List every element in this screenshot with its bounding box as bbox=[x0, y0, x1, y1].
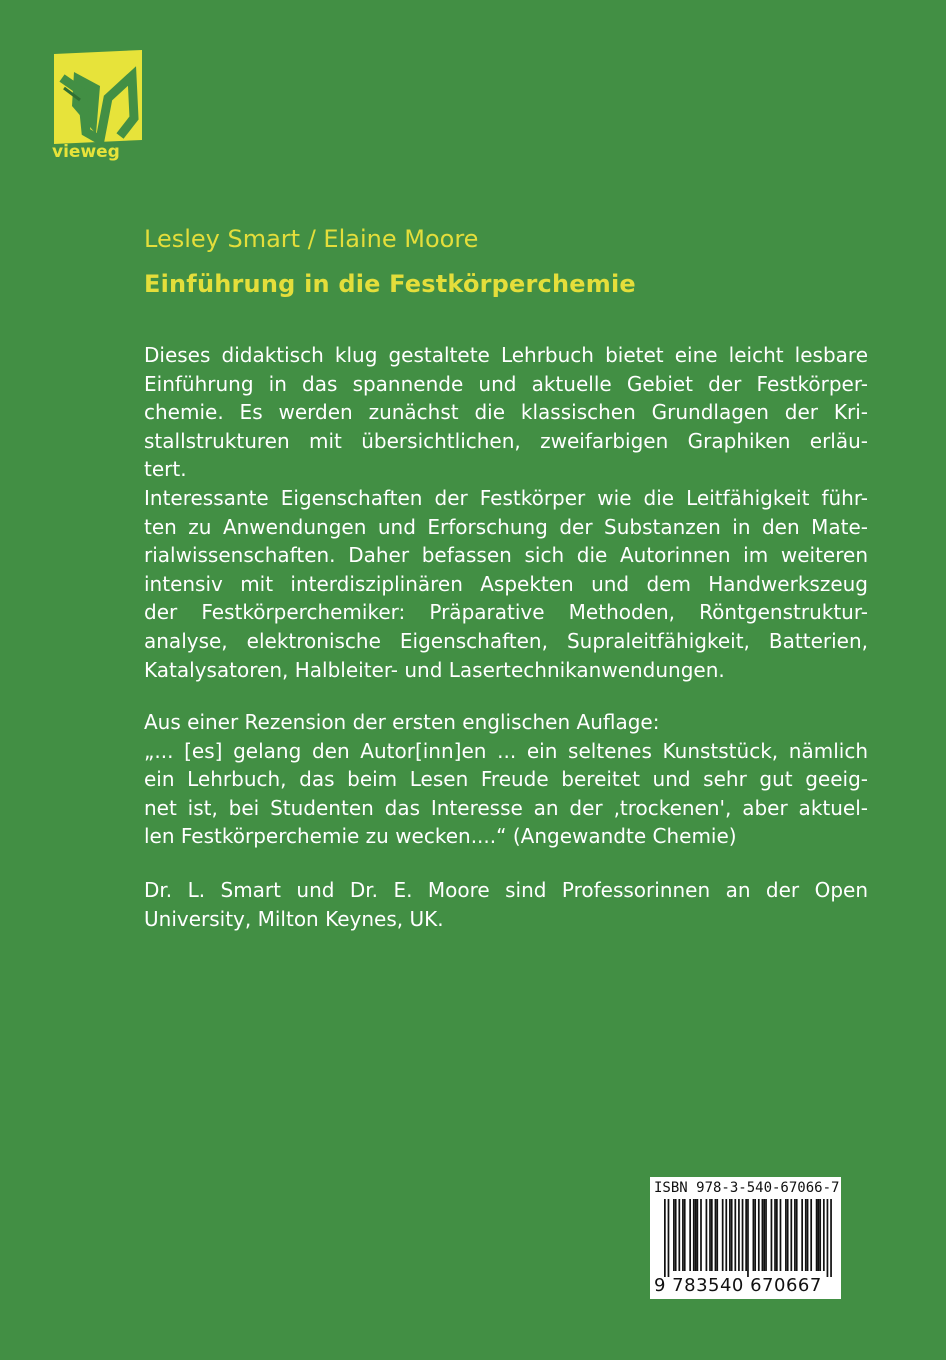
barcode-bar bbox=[731, 1199, 733, 1271]
barcode-bar bbox=[790, 1199, 792, 1271]
barcode-bar bbox=[668, 1199, 670, 1277]
barcode-bar bbox=[725, 1199, 727, 1271]
barcode-bar bbox=[664, 1199, 666, 1277]
text-line: „... [es] gelang den Autor[inn]en ... ein seltenes Kunststück, nämlich bbox=[144, 738, 868, 763]
text-line: University, Milton Keynes, UK. bbox=[144, 906, 444, 931]
barcode-bar bbox=[796, 1199, 798, 1271]
text-line: Interessante Eigenschaften der Festkörper wie die Leitfähigkeit führ- bbox=[144, 485, 868, 510]
barcode-bar bbox=[706, 1199, 708, 1271]
barcode-bar bbox=[684, 1199, 686, 1271]
barcode-bar bbox=[762, 1199, 764, 1271]
barcode-bar bbox=[697, 1199, 699, 1271]
text-line: Dr. L. Smart und Dr. E. Moore sind Professorinnen an der Open bbox=[144, 878, 868, 902]
barcode-bar bbox=[823, 1199, 825, 1271]
barcode-bar bbox=[810, 1199, 812, 1271]
barcode-bar bbox=[715, 1199, 717, 1271]
vieweg-logo-mark bbox=[52, 48, 144, 148]
isbn-barcode bbox=[650, 1177, 841, 1299]
barcode-bar bbox=[794, 1199, 796, 1271]
text-line: analyse, elektronische Eigenschaften, Supraleitfähigkeit, Batterien, bbox=[144, 628, 868, 653]
barcode-bar bbox=[711, 1199, 713, 1271]
barcode-bar bbox=[678, 1199, 680, 1271]
book-authors: Lesley Smart / Elaine Moore bbox=[144, 225, 479, 253]
text-line: net ist, bei Studenten das Interesse an der ‚trockenen', aber aktuel- bbox=[144, 795, 868, 820]
text-line: stallstrukturen mit übersichtlichen, zweifarbigen Graphiken erläu- bbox=[144, 428, 868, 453]
barcode-bar bbox=[774, 1199, 776, 1271]
barcode-bar bbox=[693, 1199, 695, 1271]
text-line: Dieses didaktisch klug gestaltete Lehrbuch bietet eine leicht lesbare bbox=[144, 343, 868, 367]
logo-wordmark: vieweg bbox=[52, 142, 120, 162]
text-line: tert. bbox=[144, 457, 187, 482]
barcode-bar bbox=[734, 1199, 736, 1271]
barcode-bars bbox=[664, 1199, 832, 1277]
barcode-bar bbox=[771, 1199, 773, 1271]
barcode-bar bbox=[787, 1199, 789, 1271]
review-quote-paragraph bbox=[144, 708, 868, 851]
barcode-bar bbox=[753, 1199, 755, 1271]
barcode-bar bbox=[742, 1199, 744, 1271]
barcode-bar bbox=[805, 1199, 807, 1271]
text-line: rialwissenschaften. Daher befassen sich die Autorinnen im weiteren bbox=[144, 543, 868, 568]
text-line: der Festkörperchemiker: Präparative Methoden, Röntgenstruktur- bbox=[144, 600, 868, 625]
text-line: chemie. Es werden zunächst die klassischen Grundlagen der Kri- bbox=[144, 400, 868, 425]
barcode-bar bbox=[729, 1199, 731, 1271]
text-line: ein Lehrbuch, das beim Lesen Freude bereitet und sehr gut geeig- bbox=[144, 767, 868, 792]
vieweg-logo bbox=[52, 48, 144, 166]
text-line: intensiv mit interdisziplinären Aspekten und dem Handwerkszeug bbox=[144, 571, 868, 596]
barcode-bar bbox=[754, 1199, 756, 1271]
barcode-bar bbox=[700, 1199, 702, 1271]
barcode-bar bbox=[722, 1199, 724, 1271]
barcode-bar bbox=[776, 1199, 778, 1271]
barcode-bar bbox=[807, 1199, 809, 1271]
barcode-bar bbox=[682, 1199, 684, 1271]
text-line: Aus einer Rezension der ersten englischen Auflage: bbox=[144, 710, 660, 734]
barcode-bar bbox=[695, 1199, 697, 1271]
barcode-bar bbox=[801, 1199, 803, 1271]
barcode-bar bbox=[827, 1199, 829, 1277]
text-line: len Festkörperchemie zu wecken....“ (Angewandte Chemie) bbox=[144, 824, 737, 849]
barcode-bar bbox=[689, 1199, 691, 1271]
text-line: ten zu Anwendungen und Erforschung der Substanzen in den Mate- bbox=[144, 514, 868, 539]
barcode-bar bbox=[765, 1199, 767, 1271]
text-line: Einführung in das spannende und aktuelle Gebiet der Festkörper- bbox=[144, 371, 868, 396]
barcode-bar bbox=[785, 1199, 787, 1271]
barcode-bar bbox=[738, 1199, 740, 1271]
barcode-bar bbox=[830, 1199, 832, 1277]
barcode-bar bbox=[675, 1199, 677, 1271]
barcode-bar bbox=[780, 1199, 782, 1271]
text-line: Katalysatoren, Halbleiter- und Lasertechnikanwendungen. bbox=[144, 657, 725, 682]
ean-digits: 9 783540 670667 bbox=[654, 1275, 822, 1296]
barcode-bar bbox=[745, 1199, 747, 1271]
barcode-bar bbox=[673, 1199, 675, 1271]
barcode-bar bbox=[819, 1199, 821, 1271]
barcode-bar bbox=[747, 1199, 749, 1277]
book-title: Einführung in die Festkörperchemie bbox=[144, 270, 636, 298]
barcode-bar bbox=[816, 1199, 818, 1271]
barcode-bar bbox=[716, 1199, 718, 1271]
barcode-bar bbox=[818, 1199, 820, 1271]
barcode-bar bbox=[709, 1199, 711, 1271]
description-paragraph-1 bbox=[144, 341, 868, 684]
barcode-bar bbox=[763, 1199, 765, 1271]
author-bio-paragraph bbox=[144, 876, 868, 933]
barcode-bar bbox=[758, 1199, 760, 1271]
isbn-label: ISBN 978-3-540-67066-7 bbox=[654, 1180, 840, 1196]
